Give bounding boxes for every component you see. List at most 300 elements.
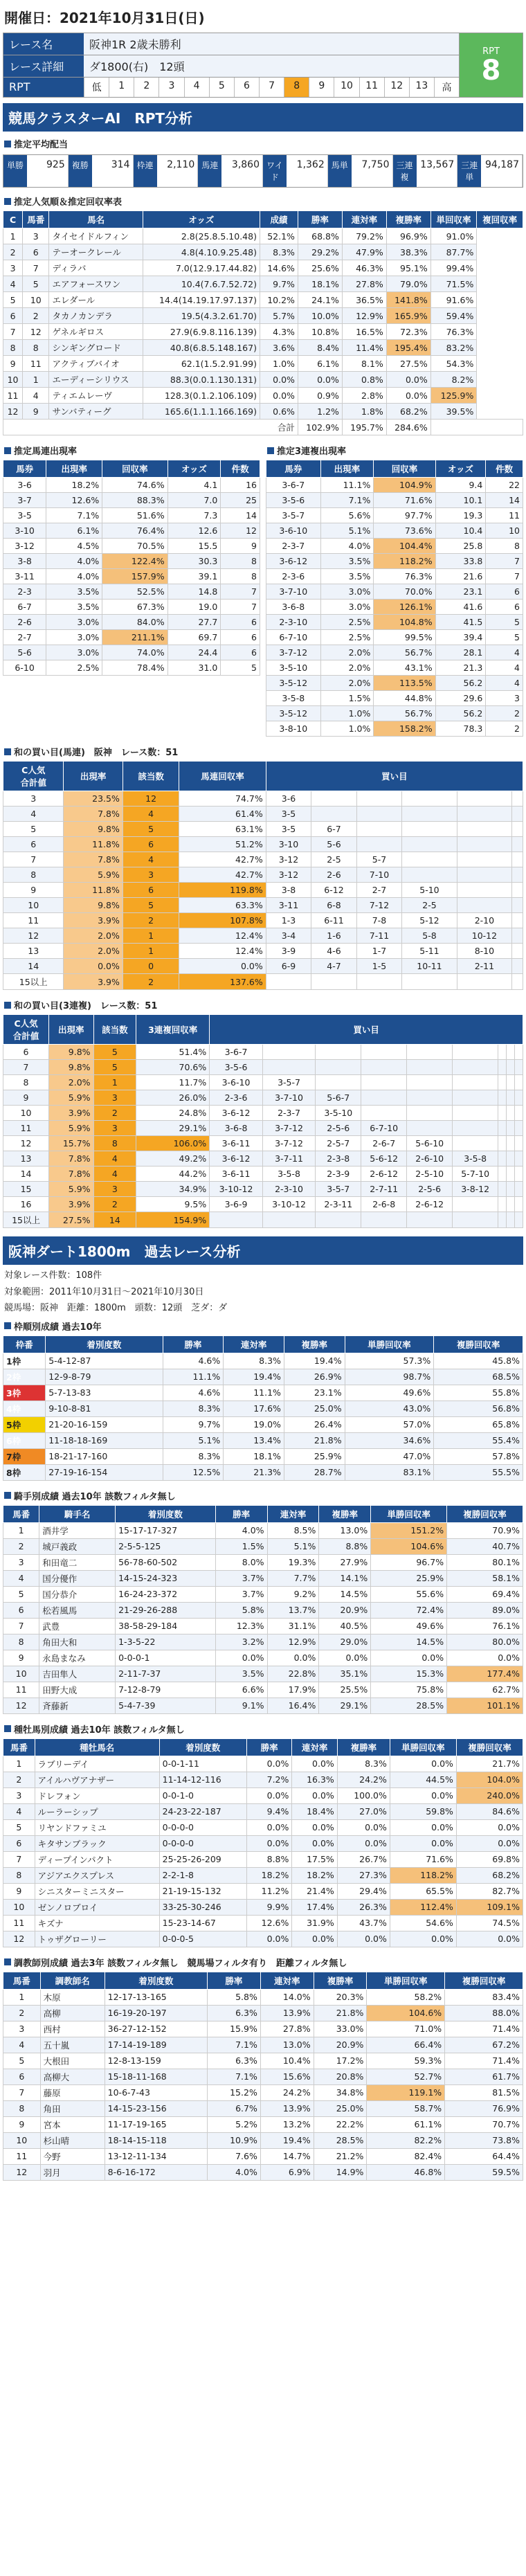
course-banner: 阪神ダート1800m 過去レース分析 xyxy=(3,1236,523,1265)
table-cell: 5 xyxy=(93,1045,136,1060)
table-cell: 49.6% xyxy=(371,1618,447,1634)
rpt-value-label: RPT xyxy=(482,46,500,57)
table-cell: 2-5-7 xyxy=(316,1136,361,1151)
column-header: 件数 xyxy=(486,460,523,478)
rpt-cell-7: 7 xyxy=(259,78,284,97)
table-cell: 96.7% xyxy=(371,1554,447,1570)
table-row xyxy=(3,1448,523,1464)
column-header: 連対率 xyxy=(260,1972,314,1989)
table-cell: 5-7-13-83 xyxy=(46,1385,163,1400)
table-cell: 6 xyxy=(221,615,260,630)
table-cell: 3-6-12 xyxy=(210,1106,263,1121)
table-cell: 12-8-13-159 xyxy=(105,2053,207,2069)
table-cell: 8 xyxy=(3,1634,39,1650)
table-cell: 1 xyxy=(3,1756,35,1772)
table-cell: 119.1% xyxy=(367,2084,445,2100)
rpt-cell-5: 5 xyxy=(209,78,234,97)
table-cell: アイルハヴアナザー xyxy=(35,1772,159,1787)
table-cell: 9.7% xyxy=(163,1416,224,1432)
table-cell: 3.7% xyxy=(215,1570,267,1586)
column-header: 出現率 xyxy=(49,1015,93,1045)
pop-title: 推定人気順＆推定回収率表 xyxy=(3,192,523,210)
table-cell xyxy=(498,1151,507,1167)
table-cell: 15.5 xyxy=(167,539,221,554)
table-cell: 4 xyxy=(3,276,23,292)
table-cell: ディープインパクト xyxy=(35,1851,159,1867)
table-cell xyxy=(498,1167,507,1182)
table-row xyxy=(3,1586,523,1602)
race-detail-label: レース詳細 xyxy=(3,55,84,77)
table-cell: 2-2-1-8 xyxy=(159,1867,246,1883)
table-cell: 2-11 xyxy=(457,959,511,974)
table-cell: 29.6 xyxy=(435,691,486,706)
table-cell: 12 xyxy=(3,404,23,420)
table-cell: 0 xyxy=(123,959,179,974)
table-cell: 8.3% xyxy=(337,1756,390,1772)
table-row xyxy=(3,600,260,615)
table-cell: 6枠 xyxy=(3,1432,46,1448)
table-cell: 56.8% xyxy=(434,1400,523,1416)
table-cell: 12 xyxy=(23,324,49,340)
table-row xyxy=(3,852,523,867)
table-cell: 2.0% xyxy=(320,676,374,691)
table-cell: 52.7% xyxy=(367,2069,445,2084)
table-cell: 95.1% xyxy=(386,260,430,276)
table-cell: 3 xyxy=(23,228,49,244)
column-header: 複勝率 xyxy=(319,1505,371,1522)
bullet-icon xyxy=(4,1322,11,1329)
sire-title: 種牡馬別成績 過去10年 該数フィルタ無し xyxy=(3,1720,523,1738)
table-cell: 0.0% xyxy=(246,1931,291,1947)
table-cell: 63.1% xyxy=(179,822,266,837)
table-cell: 1-7 xyxy=(356,944,402,959)
table-cell: ティエムレーヴ xyxy=(49,388,143,404)
table-cell: 80.0% xyxy=(447,1634,523,1650)
table-cell: 11 xyxy=(3,388,23,404)
table-cell: 藤原 xyxy=(40,2084,105,2100)
header-row xyxy=(3,211,523,228)
table-row xyxy=(3,1819,523,1835)
column-header: 買い目 xyxy=(210,1015,523,1045)
table-cell: 3.5% xyxy=(46,600,102,615)
table-cell: 25.8 xyxy=(435,539,486,554)
main-banner: 競馬クラスターAI RPT分析 xyxy=(3,103,523,132)
table-cell: 11 xyxy=(3,1915,35,1931)
table-cell: 12 xyxy=(3,1697,39,1713)
table-cell: 70.0% xyxy=(374,584,435,600)
table-cell: 13 xyxy=(3,944,64,959)
table-cell: 8 xyxy=(93,1136,136,1151)
table-row xyxy=(3,244,523,260)
column-header: 勝率 xyxy=(246,1738,291,1756)
table-cell xyxy=(507,1075,515,1090)
rpt-cell-6: 6 xyxy=(234,78,259,97)
table-cell: 70.6% xyxy=(136,1060,210,1075)
table-cell: 68.2% xyxy=(456,1867,523,1883)
table-cell: 4.3% xyxy=(260,324,298,340)
table-cell xyxy=(262,1212,316,1228)
table-row xyxy=(3,584,260,600)
table-cell: 3-5 xyxy=(266,822,311,837)
table-cell: 2-6-7 xyxy=(361,1136,407,1151)
table-cell: 3 xyxy=(93,1090,136,1106)
table-cell: 84.6% xyxy=(456,1803,523,1819)
table-cell: 3.9% xyxy=(64,974,123,990)
table-cell: 9 xyxy=(221,539,260,554)
table-cell: 56.7% xyxy=(374,706,435,721)
table-cell: 2-11-7-37 xyxy=(116,1666,216,1682)
table-cell: 6.1% xyxy=(46,523,102,539)
table-cell: 26.9% xyxy=(284,1369,345,1385)
table-cell: 17.9% xyxy=(267,1682,319,1697)
table-cell: 14.9% xyxy=(314,2164,367,2180)
table-cell: 73.8% xyxy=(445,2132,523,2148)
table-row xyxy=(266,478,523,493)
table-cell: 2-5 xyxy=(402,898,457,913)
table-cell: 99.5% xyxy=(374,630,435,645)
table-cell: 0.0% xyxy=(64,959,123,974)
table-cell: 43.0% xyxy=(345,1400,434,1416)
table-cell xyxy=(457,852,511,867)
table-cell: 14-15-23-156 xyxy=(105,2100,207,2116)
table-cell: 15.9% xyxy=(208,2021,261,2037)
table-cell: 34.8% xyxy=(314,2084,367,2100)
avg-value: 925 xyxy=(27,155,69,187)
table-cell: 22.2% xyxy=(314,2116,367,2132)
table-cell: 44.2% xyxy=(136,1167,210,1182)
table-cell: 69.4% xyxy=(447,1586,523,1602)
table-cell: 14.8 xyxy=(167,584,221,600)
table-cell: 6 xyxy=(3,2069,41,2084)
table-cell: 2 xyxy=(3,1772,35,1787)
table-cell xyxy=(453,1045,498,1060)
table-row xyxy=(3,630,260,645)
table-cell: 4 xyxy=(93,1151,136,1167)
rpt-value-box xyxy=(459,33,523,97)
table-cell: 7-11 xyxy=(356,928,402,944)
table-row xyxy=(266,721,523,737)
table-cell: 0.0% xyxy=(292,1835,337,1851)
table-cell: 40.5% xyxy=(319,1618,371,1634)
jockey-table xyxy=(3,1505,523,1714)
table-cell: 2-3-10 xyxy=(266,615,321,630)
table-cell xyxy=(407,1060,453,1075)
date-title: 開催日：2021年10月31日(日) xyxy=(4,10,205,26)
table-cell: 10.8% xyxy=(298,324,342,340)
table-cell: 7.0 xyxy=(167,493,221,508)
avg-key: ワイド xyxy=(263,155,287,187)
table-row xyxy=(3,1400,523,1416)
rpt-cell-1: 1 xyxy=(109,78,134,97)
table-cell: 0-0-0-0 xyxy=(159,1835,246,1851)
table-cell: 15-18-11-168 xyxy=(105,2069,207,2084)
total-row xyxy=(3,420,523,435)
frame-title: 枠順別成績 過去10年 xyxy=(3,1317,523,1335)
table-cell: 3-5-10 xyxy=(266,660,321,676)
table-cell: 0.0% xyxy=(386,372,430,388)
table-cell xyxy=(514,1136,523,1151)
table-cell: 21.4% xyxy=(292,1883,337,1899)
table-cell: 11-14-12-116 xyxy=(159,1772,246,1787)
table-cell: 3 xyxy=(3,260,23,276)
table-cell: 76.9% xyxy=(445,2100,523,2116)
table-cell: 15以上 xyxy=(3,974,64,990)
table-cell: 28.5% xyxy=(371,1697,447,1713)
table-cell: 2-3-10 xyxy=(262,1182,316,1197)
table-cell: 45.8% xyxy=(434,1353,523,1369)
table-cell: サンバティーグ xyxy=(49,404,143,420)
table-cell: 3-7-11 xyxy=(262,1151,316,1167)
table-cell: 6 xyxy=(3,1602,39,1618)
frame-table xyxy=(3,1335,523,1481)
bullet-icon xyxy=(4,748,11,755)
table-cell: 1-3-5-22 xyxy=(116,1634,216,1650)
table-cell xyxy=(507,1151,515,1167)
table-cell: 3-11 xyxy=(266,898,311,913)
table-row xyxy=(3,660,260,676)
table-cell: 6-7-10 xyxy=(266,630,321,645)
table-cell: 51.2% xyxy=(179,837,266,852)
table-cell: 7 xyxy=(221,584,260,600)
table-row xyxy=(3,1787,523,1803)
sum-buy-umaren-table xyxy=(3,761,523,990)
table-cell: 13.2% xyxy=(260,2116,314,2132)
table-cell xyxy=(457,974,511,990)
table-cell: 8 xyxy=(221,554,260,569)
course-meta-line: 競馬場：阪神 距離：1800m 頭数：12頭 芝ダ：ダ xyxy=(4,1303,228,1313)
table-cell xyxy=(316,1045,361,1060)
table-row xyxy=(3,1915,523,1931)
table-cell: 3-6-11 xyxy=(210,1136,263,1151)
table-cell: 10-11 xyxy=(402,959,457,974)
table-cell: 71.0% xyxy=(367,2021,445,2037)
table-cell xyxy=(498,1197,507,1212)
table-cell: 2-3-6 xyxy=(210,1090,263,1106)
table-cell: 9.2% xyxy=(267,1586,319,1602)
table-cell: 16-24-23-372 xyxy=(116,1586,216,1602)
avg-value: 1,362 xyxy=(287,155,328,187)
table-cell: 0-0-0-0 xyxy=(159,1819,246,1835)
table-cell: 6 xyxy=(486,584,523,600)
table-cell: 4 xyxy=(3,1570,39,1586)
column-header: 複勝率 xyxy=(284,1335,345,1353)
table-row xyxy=(266,630,523,645)
table-cell: 28.5% xyxy=(314,2132,367,2148)
table-cell: 3-12 xyxy=(266,867,311,883)
table-cell: 6 xyxy=(221,630,260,645)
table-cell: 3-7-12 xyxy=(266,645,321,660)
table-cell: 15-17-17-327 xyxy=(116,1522,216,1538)
table-cell: 田野大成 xyxy=(39,1682,116,1697)
column-header: 成績 xyxy=(260,211,298,228)
table-cell: 27.9% xyxy=(319,1554,371,1570)
table-cell xyxy=(457,867,511,883)
table-cell: 3.5% xyxy=(320,569,374,584)
table-cell: 15-23-14-67 xyxy=(159,1915,246,1931)
table-cell: 高柳 xyxy=(40,2005,105,2021)
table-cell: 17-14-19-189 xyxy=(105,2037,207,2053)
table-cell: 14 xyxy=(93,1212,136,1228)
table-cell xyxy=(512,974,523,990)
table-cell: リヤンドファミユ xyxy=(35,1819,159,1835)
header-row xyxy=(3,1505,523,1522)
column-header: 馬番 xyxy=(3,1738,35,1756)
table-cell: 13.0% xyxy=(260,2037,314,2053)
column-header: 単勝回収率 xyxy=(367,1972,445,1989)
course-meta-line: 対象レース件数：108件 xyxy=(4,1270,102,1281)
table-cell: 88.0% xyxy=(445,2005,523,2021)
column-header: 着別度数 xyxy=(159,1738,246,1756)
table-cell: 0.0% xyxy=(456,1835,523,1851)
table-cell: 0.0% xyxy=(246,1787,291,1803)
table-cell: 17.6% xyxy=(224,1400,284,1416)
table-cell: 0.0% xyxy=(298,372,342,388)
table-cell: 8 xyxy=(3,867,64,883)
table-cell: 88.3(0.0.1.130.131) xyxy=(143,372,260,388)
table-cell: 0.0% xyxy=(390,1819,456,1835)
table-row xyxy=(3,1212,523,1228)
table-cell: 11.7% xyxy=(136,1075,210,1090)
table-cell: 154.9% xyxy=(136,1212,210,1228)
table-cell: 19.4% xyxy=(284,1353,345,1369)
table-cell: 9-10-8-81 xyxy=(46,1400,163,1416)
table-cell: 14.4(14.19.17.97.137) xyxy=(143,292,260,308)
table-cell: 59.5% xyxy=(445,2164,523,2180)
table-cell xyxy=(402,791,457,807)
table-cell: 43.7% xyxy=(337,1915,390,1931)
table-cell: 9.8% xyxy=(49,1060,93,1075)
table-row xyxy=(3,340,523,356)
table-cell: 24.1% xyxy=(298,292,342,308)
column-header: 出現率 xyxy=(64,762,123,791)
table-cell: 4 xyxy=(486,660,523,676)
table-cell xyxy=(407,1212,453,1228)
table-cell: 24.2% xyxy=(337,1772,390,1787)
column-header: 馬番 xyxy=(23,211,49,228)
table-cell: 75.8% xyxy=(371,1682,447,1697)
table-row xyxy=(3,883,523,898)
table-cell: 3-5 xyxy=(266,807,311,822)
table-cell: 3-10 xyxy=(3,523,46,539)
table-cell: 21-29-26-288 xyxy=(116,1602,216,1618)
table-cell: 71.5% xyxy=(430,276,477,292)
table-cell: 3-7-12 xyxy=(262,1136,316,1151)
table-cell: 4.6% xyxy=(163,1385,224,1400)
table-cell: 22.8% xyxy=(267,1666,319,1682)
table-cell: 52.5% xyxy=(102,584,167,600)
table-row xyxy=(3,1353,523,1369)
table-cell xyxy=(512,883,523,898)
table-cell: 2-10 xyxy=(457,913,511,928)
table-cell: 4 xyxy=(123,807,179,822)
table-cell: 7.1% xyxy=(208,2069,261,2084)
table-cell: 15.2% xyxy=(208,2084,261,2100)
table-cell: 1.5% xyxy=(215,1538,267,1554)
table-row xyxy=(3,1666,523,1682)
table-cell: 1 xyxy=(23,372,49,388)
table-cell: 59.3% xyxy=(367,2053,445,2069)
table-cell: 21.3% xyxy=(224,1464,284,1480)
table-cell xyxy=(498,1060,507,1075)
total-value: 284.6% xyxy=(386,420,430,435)
table-cell: 65.5% xyxy=(390,1883,456,1899)
table-row xyxy=(3,478,260,493)
table-cell: 11.2% xyxy=(246,1883,291,1899)
table-cell: 0-0-0-5 xyxy=(159,1931,246,1947)
table-cell: 12 xyxy=(3,928,64,944)
table-cell: 57.3% xyxy=(345,1353,434,1369)
table-cell: 57.0% xyxy=(345,1416,434,1432)
header-row xyxy=(3,460,260,478)
table-cell: 61.4% xyxy=(179,807,266,822)
table-cell: 0.0% xyxy=(390,1835,456,1851)
table-cell: 20.9% xyxy=(314,2037,367,2053)
table-cell: 71.6% xyxy=(374,493,435,508)
table-cell: 2.5% xyxy=(320,615,374,630)
table-cell: 9 xyxy=(3,1090,49,1106)
table-row xyxy=(3,493,260,508)
table-cell: 15.3% xyxy=(371,1666,447,1682)
table-cell: 11 xyxy=(3,2148,41,2164)
table-cell: 100.0% xyxy=(337,1787,390,1803)
table-row xyxy=(3,404,523,420)
table-cell: 23.1% xyxy=(284,1385,345,1400)
table-cell: 3-10 xyxy=(266,837,311,852)
column-header: 馬券 xyxy=(3,460,46,478)
table-cell: 0.6% xyxy=(260,404,298,420)
table-row xyxy=(3,1756,523,1772)
table-cell: 27.5% xyxy=(386,356,430,372)
table-cell: 3-5-7 xyxy=(262,1075,316,1090)
table-cell: 4 xyxy=(3,1803,35,1819)
table-cell: 12.5% xyxy=(163,1464,224,1480)
column-header: 調教師名 xyxy=(40,1972,105,1989)
table-cell: 61.7% xyxy=(445,2069,523,2084)
table-cell xyxy=(453,1212,498,1228)
table-cell: 80.1% xyxy=(447,1554,523,1570)
table-cell: 5.7% xyxy=(260,308,298,324)
table-cell: 10 xyxy=(3,2132,41,2148)
table-cell: 2 xyxy=(23,308,49,324)
table-cell: 4-6 xyxy=(311,944,357,959)
table-row xyxy=(3,959,523,974)
table-row xyxy=(3,539,260,554)
table-cell: 0.9% xyxy=(298,388,342,404)
table-cell: 13.4% xyxy=(224,1432,284,1448)
table-cell: 2.5% xyxy=(46,660,102,676)
table-cell: 12.4% xyxy=(179,944,266,959)
table-cell: 28.7% xyxy=(284,1464,345,1480)
table-cell: 国分恭介 xyxy=(39,1586,116,1602)
table-cell xyxy=(514,1060,523,1075)
table-cell: 26.3% xyxy=(337,1899,390,1915)
table-cell xyxy=(361,1060,407,1075)
table-cell: 3.9% xyxy=(49,1197,93,1212)
table-cell: 68.2% xyxy=(386,404,430,420)
table-cell: 24.2% xyxy=(260,2084,314,2100)
table-cell: キタサンブラック xyxy=(35,1835,159,1851)
table-cell: 5 xyxy=(3,292,23,308)
table-cell: 0.0% xyxy=(456,1819,523,1835)
table-cell: 21-19-15-132 xyxy=(159,1883,246,1899)
table-cell: 2-7-11 xyxy=(361,1182,407,1197)
table-cell: 国分優作 xyxy=(39,1570,116,1586)
table-cell: 18.2% xyxy=(46,478,102,493)
course-meta-line: 対象範囲：2011年10月31日〜2021年10月30日 xyxy=(4,1286,204,1297)
table-row xyxy=(3,1803,523,1819)
column-header: 回収率 xyxy=(102,460,167,478)
table-cell: 118.2% xyxy=(390,1867,456,1883)
